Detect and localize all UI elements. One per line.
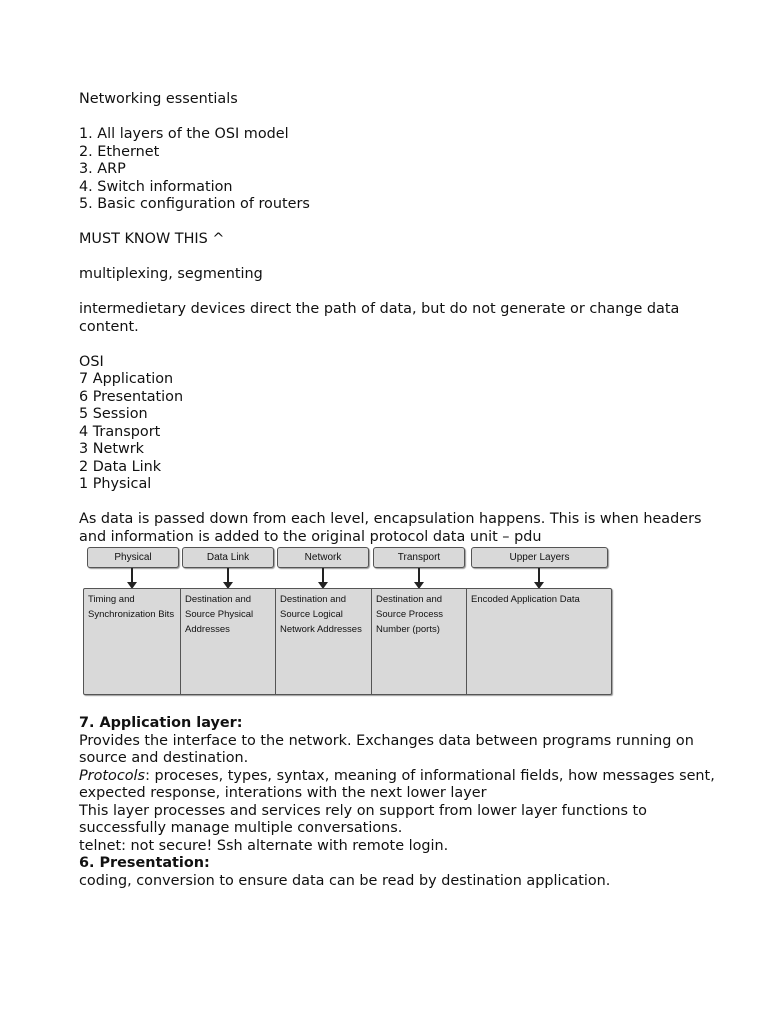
cell-line: Source Process [376, 609, 444, 620]
multiplexing-note: multiplexing, segmenting [79, 266, 263, 282]
osi-layer: 1 Physical [79, 476, 152, 492]
osi-layer-list [79, 371, 719, 494]
encapsulation-diagram [83, 547, 623, 699]
protocols-label: Protocols [79, 767, 146, 784]
down-arrow-icon [227, 568, 229, 583]
cell-physical [84, 589, 181, 694]
encapsulation-paragraph: As data is passed down from each level, encapsulation happens. This is when headers and information is added to the original protocol data unit – pdu [79, 511, 702, 545]
list-item: 3. ARP [79, 161, 126, 177]
intermediary-note: intermedietary devices direct the path of data, but do not generate or change data content. [79, 301, 680, 335]
protocols-paragraph [79, 768, 719, 803]
cell-line: Number (ports) [376, 624, 440, 635]
down-arrow-icon [322, 568, 324, 583]
topic-list [79, 126, 719, 214]
down-arrow-icon [538, 568, 540, 583]
list-item: 2. Ethernet [79, 143, 160, 160]
osi-layer: 2 Data Link [79, 458, 162, 475]
doc-title: Networking essentials [79, 91, 238, 107]
down-arrow-icon [418, 568, 420, 583]
osi-heading: OSI [79, 353, 104, 370]
header-upper-layers: Upper Layers [471, 547, 608, 568]
pdu-frame [83, 588, 612, 695]
header-transport: Transport [373, 547, 465, 568]
osi-layer: 5 Session [79, 406, 148, 422]
list-item: 5. Basic configuration of routers [79, 196, 310, 212]
presentation-heading: 6. Presentation: [79, 855, 210, 871]
cell-line: Network Addresses [280, 624, 362, 635]
application-layer-desc: Provides the interface to the network. Exchanges data between programs running on source and destination. [79, 732, 694, 766]
list-item: 4. Switch information [79, 178, 233, 195]
header-data-link: Data Link [182, 547, 274, 568]
must-know-note: MUST KNOW THIS ^ [79, 231, 225, 247]
cell-line: Source Physical [185, 609, 254, 620]
services-paragraph: This layer processes and services rely on support from lower layer functions to successfully manage multiple conversations. [79, 802, 647, 836]
cell-line: Encoded Application Data [471, 594, 580, 605]
osi-layer: 4 Transport [79, 423, 161, 440]
cell-line: Timing and [88, 594, 135, 605]
presentation-desc: coding, conversion to ensure data can be read by destination application. [79, 872, 611, 889]
cell-line: Synchronization Bits [88, 609, 175, 620]
application-layer-heading: 7. Application layer: [79, 715, 243, 731]
cell-line: Destination and [185, 594, 252, 605]
telnet-note: telnet: not secure! Ssh alternate with remote login. [79, 837, 449, 854]
osi-layer: 6 Presentation [79, 388, 184, 405]
cell-line: Source Logical [280, 609, 343, 620]
cell-transport [372, 589, 467, 694]
cell-line: Destination and [280, 594, 347, 605]
header-physical: Physical [87, 547, 179, 568]
osi-layer: 3 Netwrk [79, 441, 145, 457]
cell-line: Destination and [376, 594, 443, 605]
cell-network [276, 589, 372, 694]
header-network: Network [277, 547, 369, 568]
cell-data-link [181, 589, 276, 694]
cell-line: Addresses [185, 624, 230, 635]
cell-upper-layers [467, 589, 611, 694]
down-arrow-icon [131, 568, 133, 583]
protocols-text: : proceses, types, syntax, meaning of informational fields, how messages sent, expected response, interations with the next lower layer [79, 767, 715, 801]
document-body [79, 91, 719, 890]
list-item: 1. All layers of the OSI model [79, 126, 289, 142]
osi-layer: 7 Application [79, 371, 174, 387]
